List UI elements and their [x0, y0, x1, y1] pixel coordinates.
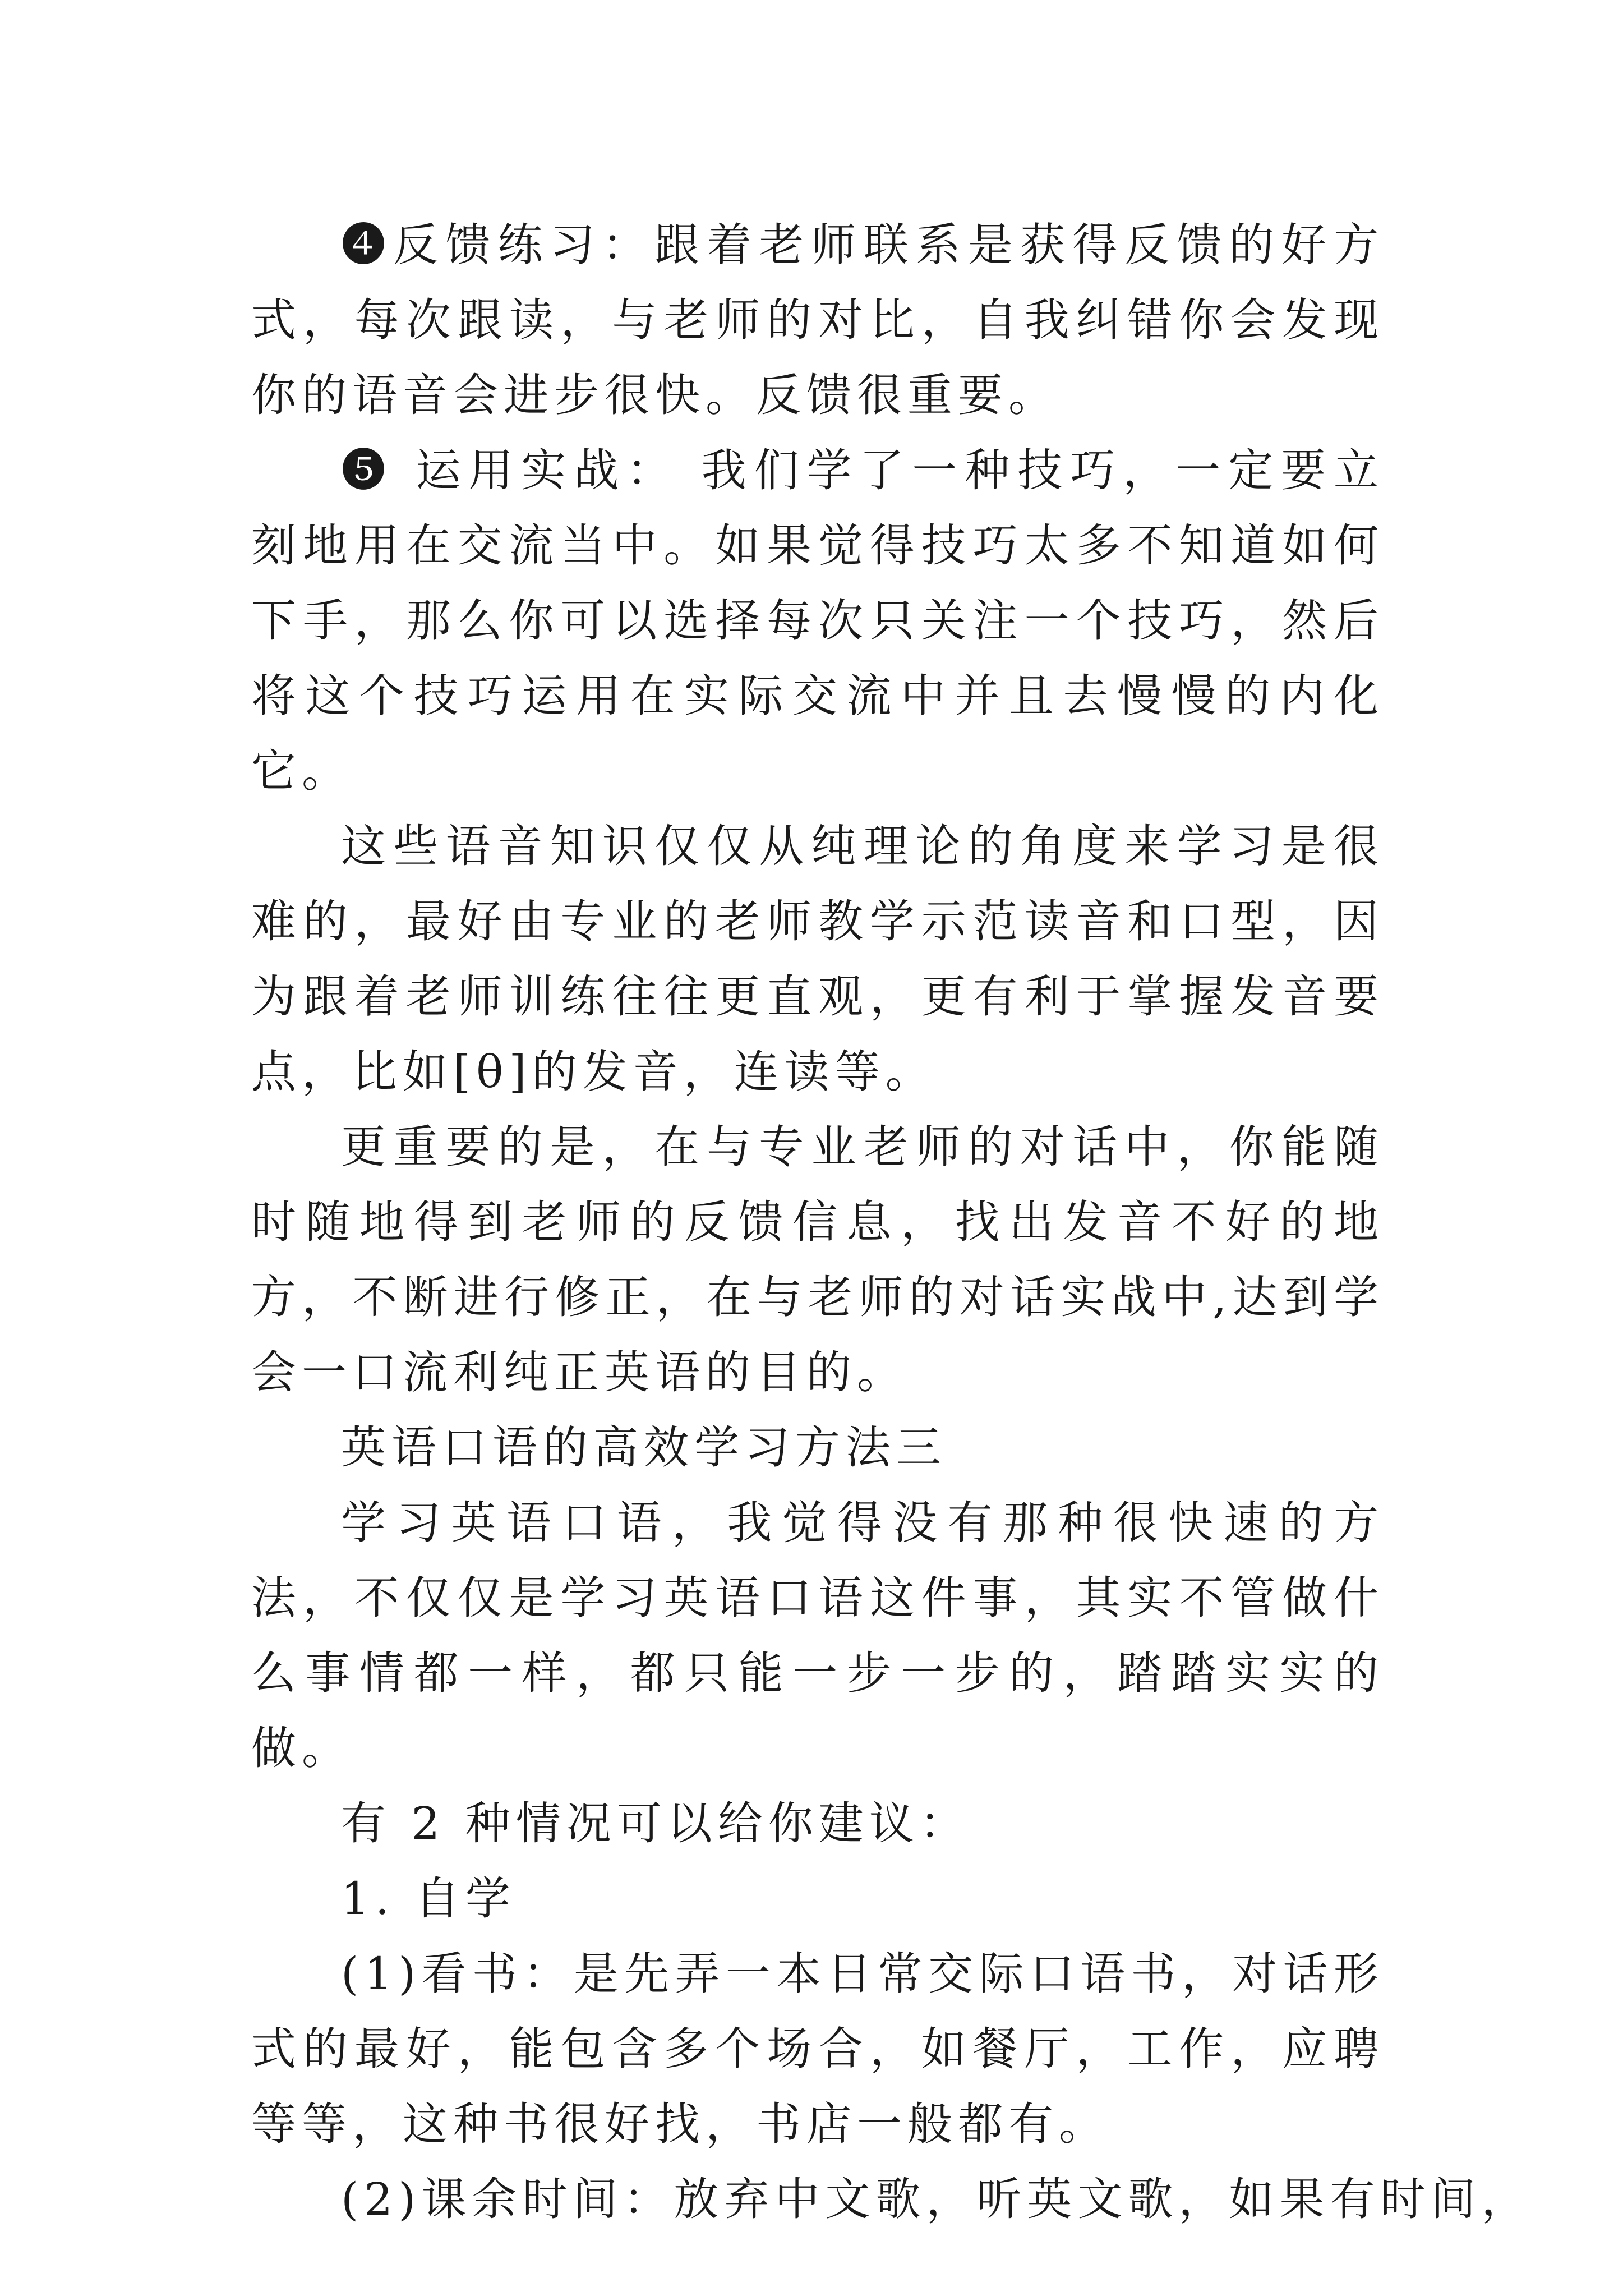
paragraph-step-by-step: 学习英语口语，我觉得没有那种很快速的方法，不仅仅是学习英语口语这件事，其实不管做什么事情都一样，都只能一步一步的，踏踏实实的做。	[251, 1497, 1384, 1774]
paragraph-spare-time: (2)课余时间：放弃中文歌，听英文歌，如果有时间，	[341, 2173, 1532, 2225]
paragraph-teacher-feedback: 更重要的是，在与专业老师的对话中，你能随时随地得到老师的反馈信息，找出发音不好的地方，不断进行修正，在与老师的对话实战中,达到学会一口流利纯正英语的目的。	[251, 1121, 1384, 1398]
paragraph-teacher-guidance: 这些语音知识仅仅从纯理论的角度来学习是很难的，最好由专业的老师教学示范读音和口型，因为跟着老师训练往往更直观，更有利于掌握发音要点，比如[θ]的发音，连读等。	[251, 820, 1384, 1098]
list-item-self-study: 1. 自学	[341, 1872, 516, 1925]
section-heading: 英语口语的高效学习方法三	[341, 1421, 947, 1474]
paragraph-reading-books: (1)看书：是先弄一本日常交际口语书，对话形式的最好，能包含多个场合，如餐厅，工作，应聘等等，这种书很好找，书店一般都有。	[251, 1948, 1384, 2150]
paragraph-feedback-practice: ❹反馈练习：跟着老师联系是获得反馈的好方式，每次跟读，与老师的对比，自我纠错你会发现你的语音会进步很快。反馈很重要。	[251, 219, 1384, 421]
document-body	[251, 208, 1532, 2237]
paragraph-two-suggestions: 有 2 种情况可以给你建议：	[341, 1797, 970, 1849]
paragraph-practical-use: ❺ 运用实战： 我们学了一种技巧，一定要立刻地用在交流当中。如果觉得技巧太多不知道如何下手，那么你可以选择每次只关注一个技巧，然后将这个技巧运用在实际交流中并且去慢慢的内化它。	[251, 444, 1384, 797]
